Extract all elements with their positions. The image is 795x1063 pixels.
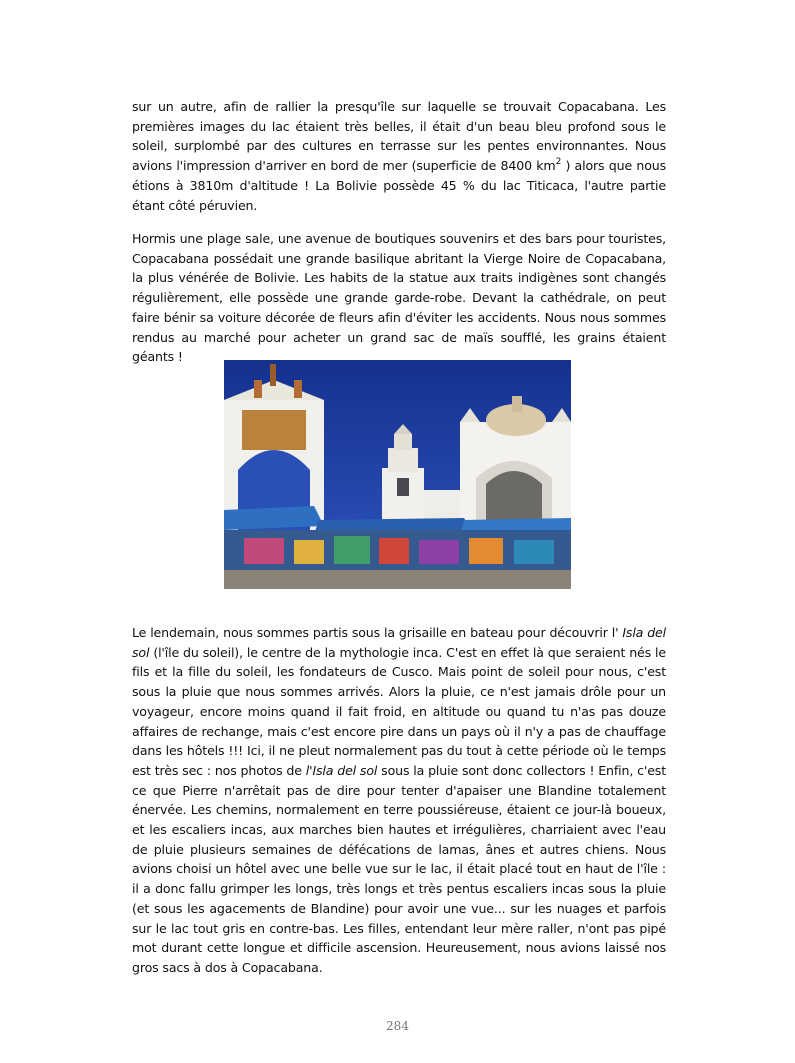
superscript-2: 2 xyxy=(555,157,562,168)
basilica-photo xyxy=(224,360,571,589)
paragraph-2 xyxy=(132,229,666,367)
ground xyxy=(224,570,571,589)
paragraph-3 xyxy=(132,623,666,978)
page-number: 284 xyxy=(386,1019,409,1033)
isla-del-sol-italic-1: Isla del sol xyxy=(132,625,666,660)
paragraph-3-text-a: Le lendemain, nous sommes partis sous la grisaille en bateau pour découvrir l' xyxy=(132,625,623,640)
paragraph-3-text-b: (l'île du soleil), le centre de la mythologie inca. C'est en effet là que seraient nés le fils et la fille du soleil, les fondateurs de Cusco. Mais point de soleil pour nous, c'est sous la pluie que nous sommes arrivés. Alors la pluie, ce n'est jamais drôle pour un voyageur, encore moins quand il fait froid, en altitude ou quand tu n'as pas douze affaires de rechange, mais c'est encore pire dans un pays où il n'y a pas de chauffage dans les hôtels !!! Ici, il ne pleut normalement pas du tout à cette période où le temps est très sec : nos photos de xyxy=(132,644,666,778)
basilica-photo-illustration xyxy=(224,360,571,589)
paragraph-1 xyxy=(132,97,666,215)
paragraph-1-text-end: ) alors que nous étions à 3810m d'altitude ! La Bolivie possède 45 % du lac Titicaca, l'autre partie étant côté péruvien. xyxy=(132,158,666,213)
paragraph-3-text-c: sous la pluie sont donc collectors ! Enfin, c'est ce que Pierre n'arrêtait pas de dire pour tenter d'apaiser une Blandine totalement énervée. Les chemins, normalement en terre poussiéreuse, étaient ce jour-là boueux, et les escaliers incas, aux marches bien hautes et irrégulières, charriaient avec l'eau de pluie plusieurs semaines de défécations de lamas, ânes et autres chiens. Nous avions choisi un hôtel avec une belle vue sur le lac, il était placé tout en haut de l'île : il a donc fallu grimper les longs, très longs et très pentus escaliers incas sous la pluie (et sous les agacements de Blandine) pour avoir une vue... sur les nuages et parfois sur le lac tout gris en contre-bas. Les filles, entendant leur mère raller, n'ont pas pipé mot durant cette longue et difficile ascension. Heureusement, nous avions laissé nos gros sacs à dos à Copacabana. xyxy=(132,762,666,975)
paragraph-2-text: Hormis une plage sale, une avenue de boutiques souvenirs et des bars pour touristes, Copacabana possédait une grande basilique abritant la Vierge Noire de Copacabana, la plus vénérée de Bolivie. Les habits de la statue aux traits indigènes sont changés régulièrement, elle possède une grande garde-robe. Devant la cathédrale, on peut faire bénir sa voiture décorée de fleurs afin d'éviter les accidents. Nous nous sommes rendus au marché pour acheter un grand sac de maïs soufflé, les grains étaient géants ! xyxy=(132,231,666,365)
isla-del-sol-italic-2: l'Isla del sol xyxy=(305,762,378,778)
paragraph-1-text: sur un autre, afin de rallier la presqu'île sur laquelle se trouvait Copacabana. Les premières images du lac étaient très belles, il était d'un beau bleu profond sous le soleil, surplombé par des cultures en terrasse sur les pentes environnantes. Nous avions l'impression d'arriver en bord de mer (superficie de 8400 km xyxy=(132,99,666,174)
